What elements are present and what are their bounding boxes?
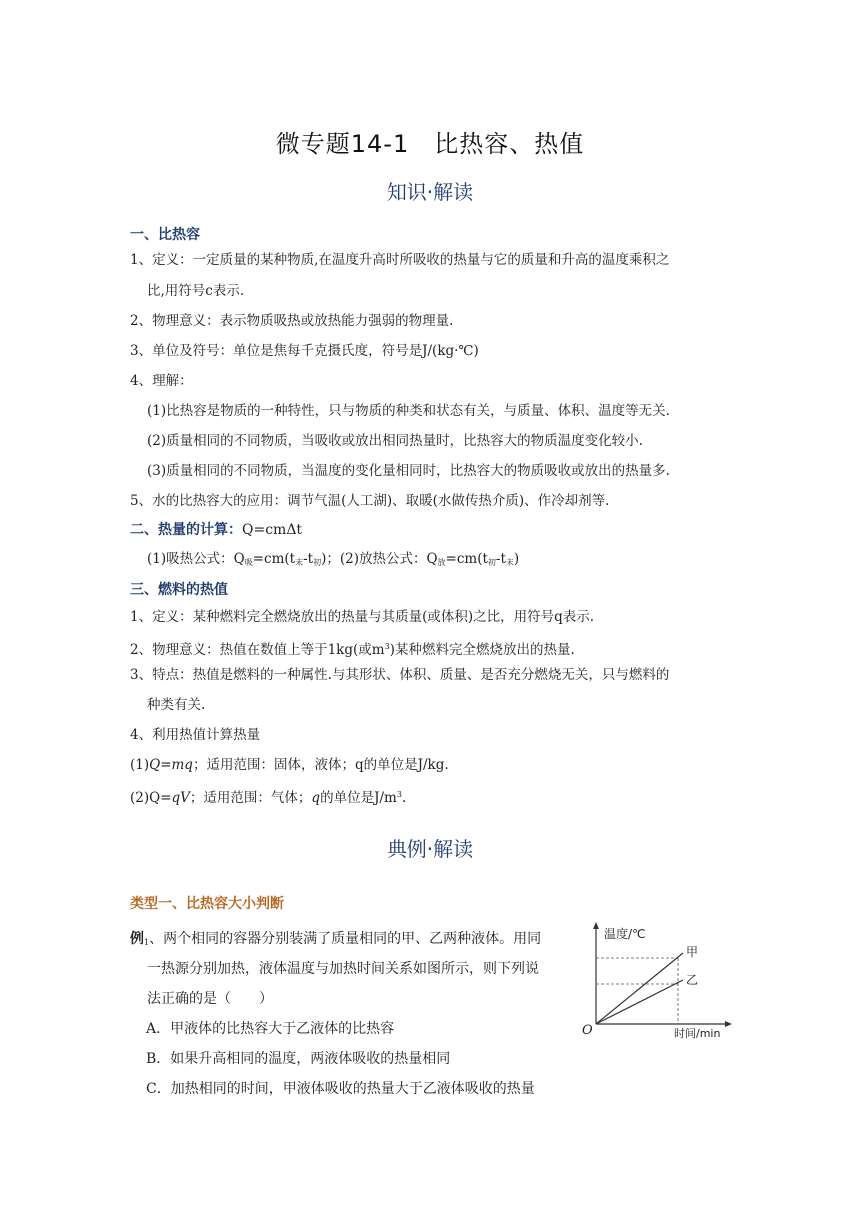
s2-b-mid: =cm(t — [445, 551, 488, 567]
section-2-heading — [130, 519, 302, 539]
examples-heading: 典例·解读 — [386, 837, 474, 861]
x-axis-arrow — [725, 1021, 732, 1027]
s1-line-4c: (3)质量相同的不同物质，当温度的变化量相同时，比热容大的物质吸收或放出的热量多. — [147, 463, 670, 479]
s1-line-2: 2、物理意义：表示物质吸热或放热能力强弱的物理量. — [130, 313, 454, 329]
section-1-heading: 一、比热容 — [130, 227, 200, 243]
page-title: 微专题14-1 比热容、热值 — [275, 130, 585, 158]
sub-final: 末 — [295, 558, 304, 567]
example-1-text-1: 、两个相同的容器分别装满了质量相同的甲、乙两种液体。用同 — [149, 931, 542, 947]
example-number: 1 — [144, 938, 150, 947]
sub-final-2: 末 — [505, 558, 514, 567]
s3-formula-2 — [130, 785, 740, 808]
series-a-label: 甲 — [686, 945, 699, 959]
s3-line-2 — [130, 637, 740, 660]
superscript-3b: 3 — [396, 790, 402, 799]
s3-f2-text: ；适用范围：气体； — [189, 790, 312, 806]
s3-f2-end: . — [401, 790, 407, 806]
s3-f2-num: (2)Q= — [130, 790, 172, 806]
example-1-line-2: 一热源分别加热，液体温度与加热时间关系如图所示，则下列说 — [147, 961, 539, 977]
line-b — [596, 980, 683, 1024]
series-b-label: 乙 — [686, 973, 699, 987]
option-a: A．甲液体的比热容大于乙液体的比热容 — [146, 1021, 395, 1037]
s3-f1-formula: Q=mq — [149, 757, 193, 773]
line-a — [596, 953, 683, 1024]
s3-line-2b: )某种燃料完全燃烧放出的热量. — [389, 642, 575, 658]
s2-a-mid: =cm(t — [252, 551, 296, 567]
s2-a-text: (1)吸热公式：Q — [147, 551, 245, 567]
example-label: 例 — [130, 931, 144, 947]
s3-f2-unit: 的单位是J/m — [320, 790, 397, 806]
origin-label: O — [582, 1023, 593, 1038]
section-2-title: 二、热量的计算： — [130, 522, 242, 538]
temperature-time-chart — [578, 920, 738, 1040]
s3-f2-q: q — [311, 790, 321, 806]
type-1-heading: 类型一、比热容大小判断 — [130, 896, 284, 912]
s2-b-dash: -t — [495, 551, 506, 567]
s1-line-4: 4、理解： — [130, 373, 193, 389]
s1-line-1b: 比,用符号c表示. — [147, 283, 245, 299]
superscript-3: 3 — [384, 642, 390, 651]
s1-line-4b: (2)质量相同的不同物质，当吸收或放出相同热量时，比热容大的物质温度变化较小. — [147, 433, 643, 449]
s1-line-1: 1、定义：一定质量的某种物质,在温度升高时所吸收的热量与它的质量和升高的温度乘积之 — [130, 252, 670, 268]
sub-release: 放 — [437, 558, 446, 567]
section-2-formula: Q=cmΔt — [242, 522, 303, 538]
example-1-line-3: 法正确的是（ ） — [147, 991, 273, 1007]
example-1-line-1 — [130, 929, 541, 953]
s3-line-3: 3、特点：热值是燃料的一种属性.与其形状、体积、质量、是否充分燃烧无关，只与燃料的 — [130, 667, 670, 683]
sub-absorb: 吸 — [244, 558, 253, 567]
sub-initial-2: 初 — [487, 558, 496, 567]
s2-a-end: )；(2)放热公式：Q — [321, 551, 438, 567]
s3-f1-num: (1) — [130, 757, 150, 773]
y-axis-arrow — [593, 922, 599, 929]
s1-line-3: 3、单位及符号：单位是焦每千克摄氏度，符号是J/(kg·℃) — [130, 343, 479, 359]
s2-formulas — [147, 549, 757, 573]
s3-f1-text: ；适用范围：固体，液体；q的单位是J/kg. — [192, 757, 449, 773]
s3-line-2a: 2、物理意义：热值在数值上等于1kg(或m — [130, 642, 385, 658]
s3-line-3b: 种类有关. — [147, 697, 206, 713]
knowledge-heading: 知识·解读 — [386, 180, 474, 204]
s3-line-1: 1、定义：某种燃料完全燃烧放出的热量与其质量(或体积)之比，用符号q表示. — [130, 609, 595, 625]
option-b: B．如果升高相同的温度，两液体吸收的热量相同 — [146, 1051, 451, 1067]
section-3-heading: 三、燃料的热值 — [130, 582, 228, 598]
s3-f2-formula: qV — [171, 790, 190, 806]
y-axis-label: 温度/℃ — [604, 927, 646, 941]
s2-a-dash: -t — [303, 551, 314, 567]
sub-initial: 初 — [313, 558, 322, 567]
x-axis-label: 时间/min — [674, 1027, 721, 1040]
option-c: C．加热相同的时间，甲液体吸收的热量大于乙液体吸收的热量 — [146, 1081, 535, 1097]
s2-b-end: ) — [513, 551, 520, 567]
s3-formula-1 — [130, 755, 740, 775]
s1-line-5: 5、水的比热容大的应用：调节气温(人工湖)、取暖(水做传热介质)、作冷却剂等. — [130, 493, 610, 509]
s3-line-4: 4、利用热值计算热量 — [130, 727, 261, 743]
s1-line-4a: (1)比热容是物质的一种特性，只与物质的种类和状态有关，与质量、体积、温度等无关. — [147, 403, 670, 419]
